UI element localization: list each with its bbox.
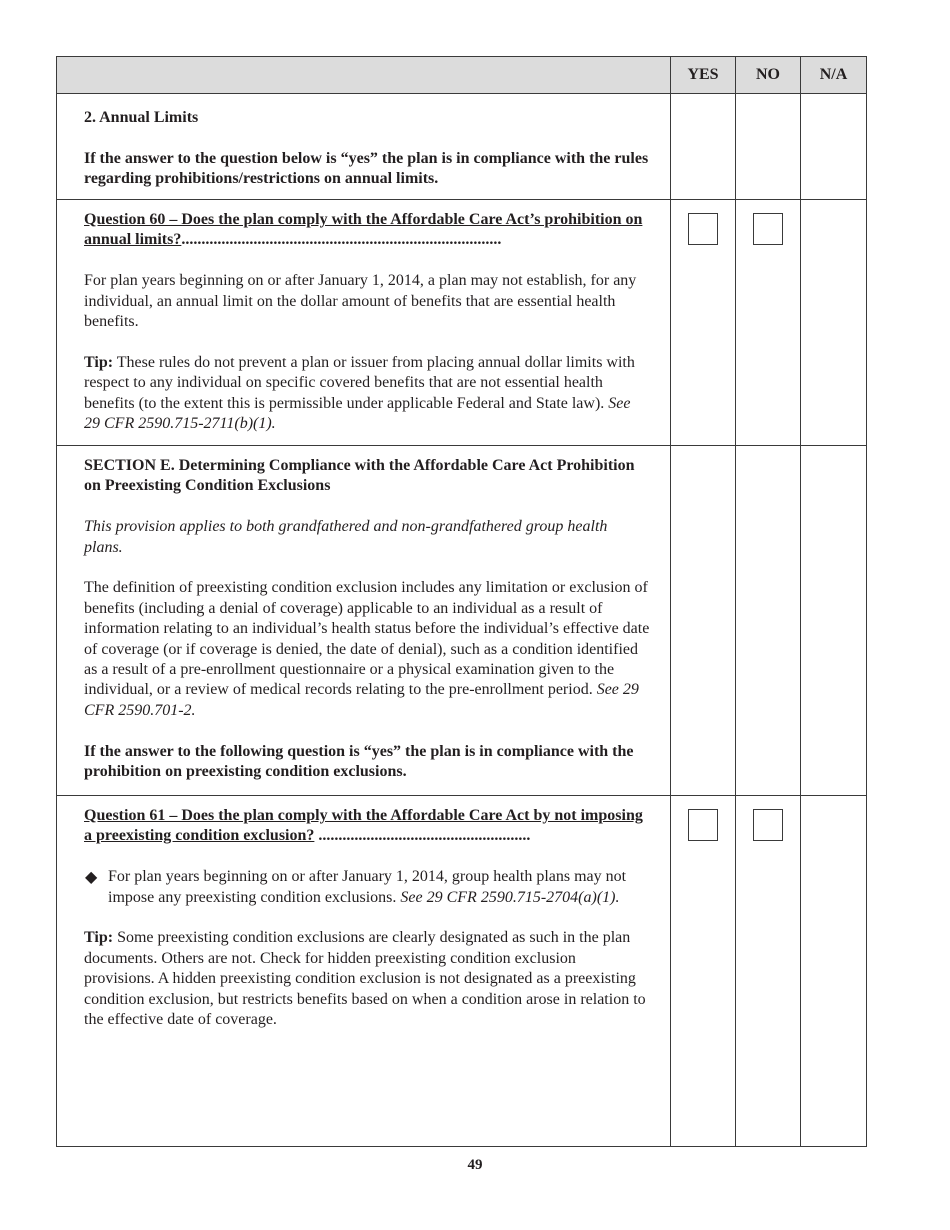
question-61-no-cell (736, 796, 801, 1147)
question-60-tip (84, 353, 650, 435)
question-61-no-checkbox[interactable] (753, 809, 783, 841)
question-60-tip-citation: See 29 CFR 2590.715-2711(b)(1). (84, 394, 631, 433)
question-61-yes-checkbox[interactable] (688, 809, 718, 841)
annual-limits-no-cell (736, 94, 801, 200)
section-e-no-cell (736, 446, 801, 796)
annual-limits-yes-cell (671, 94, 736, 200)
question-61-row (57, 796, 867, 1147)
question-61-title-line (84, 806, 650, 847)
header-question-column (57, 57, 671, 94)
question-61-leader: ..................................................... (314, 827, 531, 845)
question-60-tip-text: These rules do not prevent a plan or issuer from placing annual dollar limits with respect to any individual on specific covered benefits that are not essential health benefits (to the extent this is permissible under applicable Federal and State law). (84, 353, 635, 412)
section-e-na-cell (801, 446, 867, 796)
question-60-yes-checkbox[interactable] (688, 213, 718, 245)
compliance-checklist-table (56, 56, 867, 1147)
question-61-cell (57, 796, 671, 1147)
question-60-no-checkbox[interactable] (753, 213, 783, 245)
question-61-bullet-item (84, 867, 650, 908)
section-e-applies: This provision applies to both grandfathered and non-grandfathered group health plans. (84, 518, 608, 556)
question-60-title: Question 60 – Does the plan comply with the Affordable Care Act’s prohibition on annual limits? (84, 211, 643, 249)
section-e-definition-citation: See 29 CFR 2590.701-2. (84, 681, 639, 719)
section-e-definition: The definition of preexisting condition exclusion includes any limitation or exclusion of benefits (including a denial of coverage) applicable to an individual as a result of information relating to an individual’s health status before the individual’s effective date of coverage (or if coverage is denied, the date of denial), such as a condition identified as a result of a pre-enrollment questionnaire or a physical examination given to the individual, or a review of medical records relating to the pre-enrollment period. (84, 579, 650, 699)
annual-limits-na-cell (801, 94, 867, 200)
question-60-no-cell (736, 200, 801, 446)
question-60-leader: ................................................................................ (181, 231, 502, 249)
question-60-title-line (84, 210, 650, 251)
page-number: 49 (467, 1157, 483, 1173)
header-yes: YES (671, 57, 736, 94)
diamond-bullet-icon: ◆ (85, 869, 98, 887)
question-61-bullet-text: For plan years beginning on or after January 1, 2014, group health plans may not impose any preexisting condition exclusions. (108, 868, 627, 906)
section-e-cell (57, 446, 671, 796)
header-row (57, 57, 867, 94)
question-60-yes-cell (671, 200, 736, 446)
question-60-row (57, 200, 867, 446)
question-60-body: For plan years beginning on or after January 1, 2014, a plan may not establish, for any individual, an annual limit on the dollar amount of benefits that are essential health benefits. (84, 272, 637, 331)
annual-limits-heading: 2. Annual Limits (84, 109, 199, 126)
question-61-tip-text: Some preexisting condition exclusions are clearly designated as such in the plan documents. Others are not. Check for hidden preexisting condition exclusion provisions. A hidden preexisting condition exclusion is not designated as a preexisting condition exclusion, but restricts benefits based on when a condition arose in relation to the effective date of coverage. (84, 929, 646, 1029)
section-e-compliance: If the answer to the following question is “yes” the plan is in compliance with the prohibition on preexisting condition exclusions. (84, 742, 634, 781)
question-61-yes-cell (671, 796, 736, 1147)
question-61-na-cell (801, 796, 867, 1147)
section-e-yes-cell (671, 446, 736, 796)
question-60-tip-label: Tip: (84, 353, 114, 371)
header-no: NO (736, 57, 801, 94)
question-61-title: Question 61 – Does the plan comply with the Affordable Care Act by not imposing a preexisting condition exclusion? (84, 807, 643, 845)
annual-limits-cell (57, 94, 671, 200)
section-e-definition-paragraph (84, 578, 650, 721)
question-61-tip (84, 928, 650, 1030)
question-61-tip-label: Tip: (84, 929, 114, 947)
question-60-na-cell (801, 200, 867, 446)
question-61-bullet-citation: See 29 CFR 2590.715-2704(a)(1). (400, 888, 620, 906)
annual-limits-row (57, 94, 867, 200)
section-e-row (57, 446, 867, 796)
header-na: N/A (801, 57, 867, 94)
annual-limits-intro: If the answer to the question below is “yes” the plan is in compliance with the rules regarding prohibitions/restrictions on annual limits. (84, 149, 649, 188)
question-60-cell (57, 200, 671, 446)
section-e-heading: SECTION E. Determining Compliance with the Affordable Care Act Prohibition on Preexisting Condition Exclusions (84, 457, 635, 495)
